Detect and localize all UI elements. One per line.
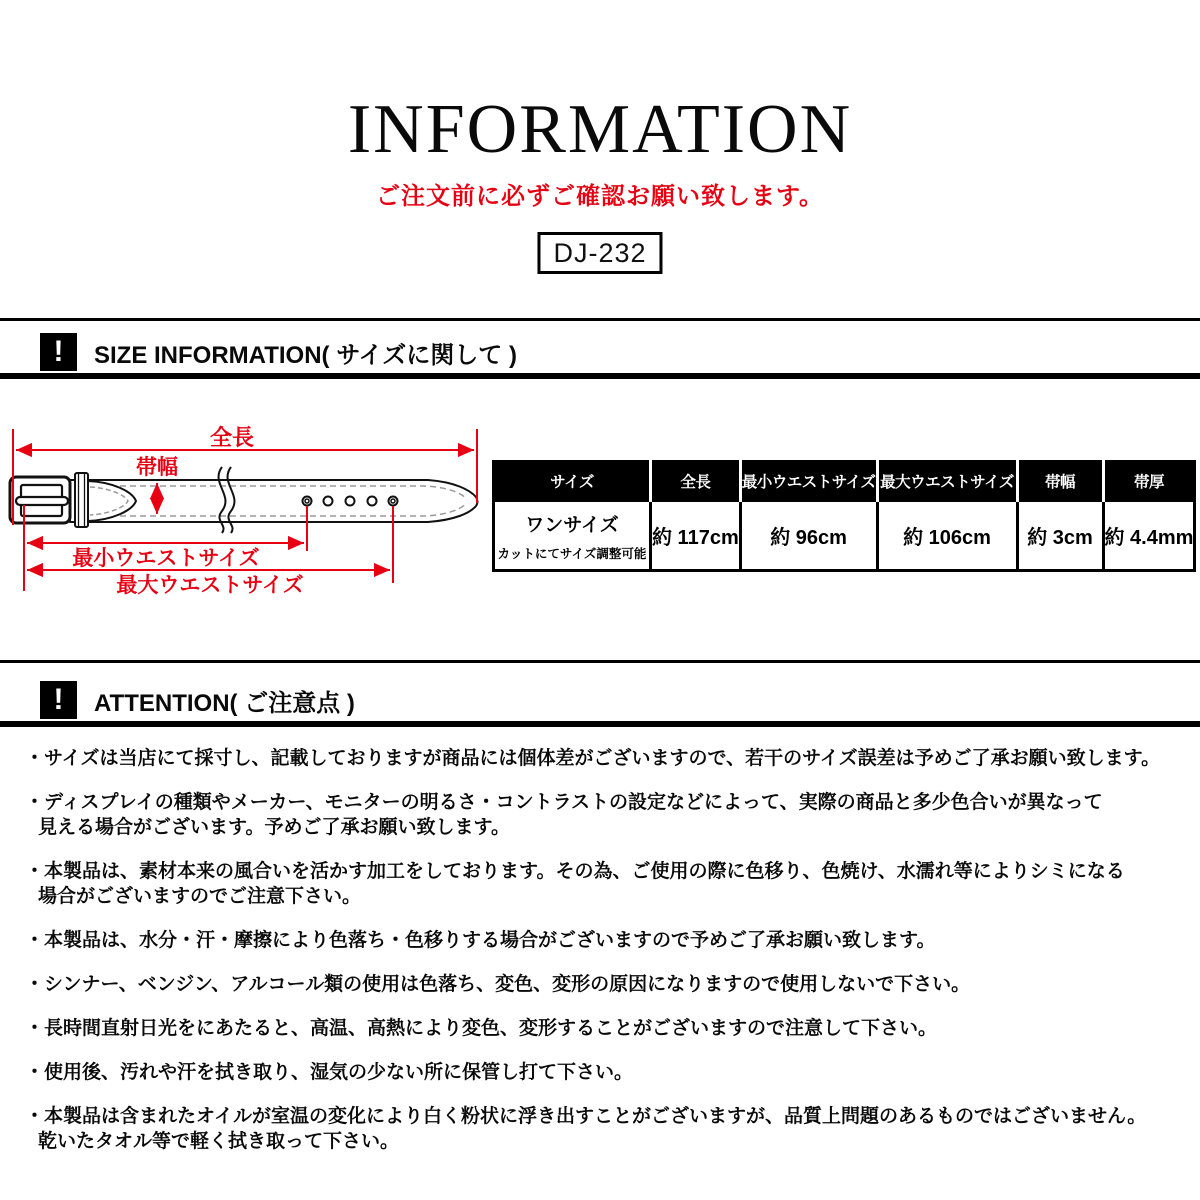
list-item — [25, 859, 1180, 909]
attention-section-title: ATTENTION( ご注意点 ) — [94, 689, 355, 717]
list-item-text: ・ディスプレイの種類やメーカー、モニターの明るさ・コントラストの設定などによって、実際の商品と多少色合いが異なって — [25, 792, 1103, 813]
size-name: ワンサイズ — [525, 514, 619, 536]
divider-line — [0, 721, 1200, 727]
model-number-badge: DJ-232 — [537, 232, 662, 274]
page-subtitle: ご注文前に必ずご確認お願い致します。 — [375, 183, 825, 210]
cell-total-length: 約 117cm — [651, 501, 741, 571]
size-section-title: SIZE INFORMATION( サイズに関して ) — [94, 341, 517, 369]
belt-hole — [368, 497, 377, 506]
list-item-text: ・使用後、汚れや汗を拭き取り、湿気の少ない所に保管し打て下さい。 — [25, 1062, 634, 1083]
dim-total-length-label: 全長 — [209, 425, 255, 450]
divider-line — [0, 318, 1200, 321]
page-title: INFORMATION — [347, 91, 853, 168]
size-section-header — [40, 333, 517, 371]
size-note: カットにてサイズ調整可能 — [497, 546, 647, 561]
list-item-text: 場合がございますのでご注意下さい。 — [38, 886, 362, 907]
size-table — [492, 460, 1196, 572]
exclamation-icon: ! — [40, 333, 77, 371]
dim-min-waist-label: 最小ウエストサイズ — [72, 547, 260, 570]
belt-hole — [389, 497, 398, 506]
list-item — [25, 746, 1180, 771]
cell-band-thickness: 約 4.4mm — [1103, 501, 1195, 571]
divider-line — [0, 660, 1200, 663]
list-item — [25, 1060, 1180, 1085]
belt-keeper — [75, 473, 88, 527]
list-item-text: 乾いたタオル等で軽く拭き取って下さい。 — [38, 1131, 400, 1152]
col-header-band-thickness: 帯厚 — [1103, 462, 1195, 501]
list-item-text: ・本製品は含まれたオイルが室温の変化により白く粉状に浮き出すことがございますが、品質上問題のあるものではございません。 — [25, 1106, 1147, 1127]
col-header-band-width: 帯幅 — [1017, 462, 1103, 501]
list-item-text: ・長時間直射日光をにあたると、高温、高熱により変色、変形することがございますので注意して下さい。 — [25, 1018, 938, 1039]
list-item-text: ・本製品は、素材本来の風合いを活かす加工をしております。その為、ご使用の際に色移り、色焼け、水濡れ等によりシミになる — [25, 861, 1125, 882]
col-header-min-waist: 最小ウエストサイズ — [740, 462, 877, 501]
belt-buckle-prong — [16, 497, 68, 505]
size-table-row — [494, 501, 1195, 571]
belt-hole — [346, 497, 355, 506]
col-header-total-length: 全長 — [651, 462, 741, 501]
belt-hole — [303, 497, 312, 506]
exclamation-icon: ! — [40, 681, 77, 719]
divider-line — [0, 373, 1200, 379]
list-item — [25, 1016, 1180, 1041]
list-item-text: ・シンナー、ベンジン、アルコール類の使用は色落ち、変色、変形の原因になりますので使用しないで下さい。 — [25, 974, 971, 995]
belt-measurement-diagram — [0, 415, 500, 615]
list-item — [25, 1104, 1180, 1154]
cell-size — [494, 501, 651, 571]
attention-list — [25, 746, 1180, 1173]
attention-section-header — [40, 681, 355, 719]
list-item — [25, 928, 1180, 953]
cell-min-waist: 約 96cm — [740, 501, 877, 571]
list-item-text: ・本製品は、水分・汗・摩擦により色落ち・色移りする場合がございますので予めご了承お願い致します。 — [25, 930, 936, 951]
dim-max-waist-label: 最大ウエストサイズ — [116, 574, 304, 597]
list-item — [25, 790, 1180, 840]
col-header-max-waist: 最大ウエストサイズ — [877, 462, 1017, 501]
belt-hole — [324, 497, 333, 506]
list-item-text: ・サイズは当店にて採寸し、記載しておりますが商品には個体差がございますので、若干のサイズ誤差は予めご了承お願い致します。 — [25, 748, 1161, 769]
dim-band-width-label: 帯幅 — [136, 456, 178, 479]
list-item-text: 見える場合がございます。予めご了承お願い致します。 — [38, 817, 510, 838]
col-header-size: サイズ — [494, 462, 651, 501]
cell-max-waist: 約 106cm — [877, 501, 1017, 571]
list-item — [25, 972, 1180, 997]
cell-band-width: 約 3cm — [1017, 501, 1103, 571]
size-table-header-row — [494, 462, 1195, 501]
